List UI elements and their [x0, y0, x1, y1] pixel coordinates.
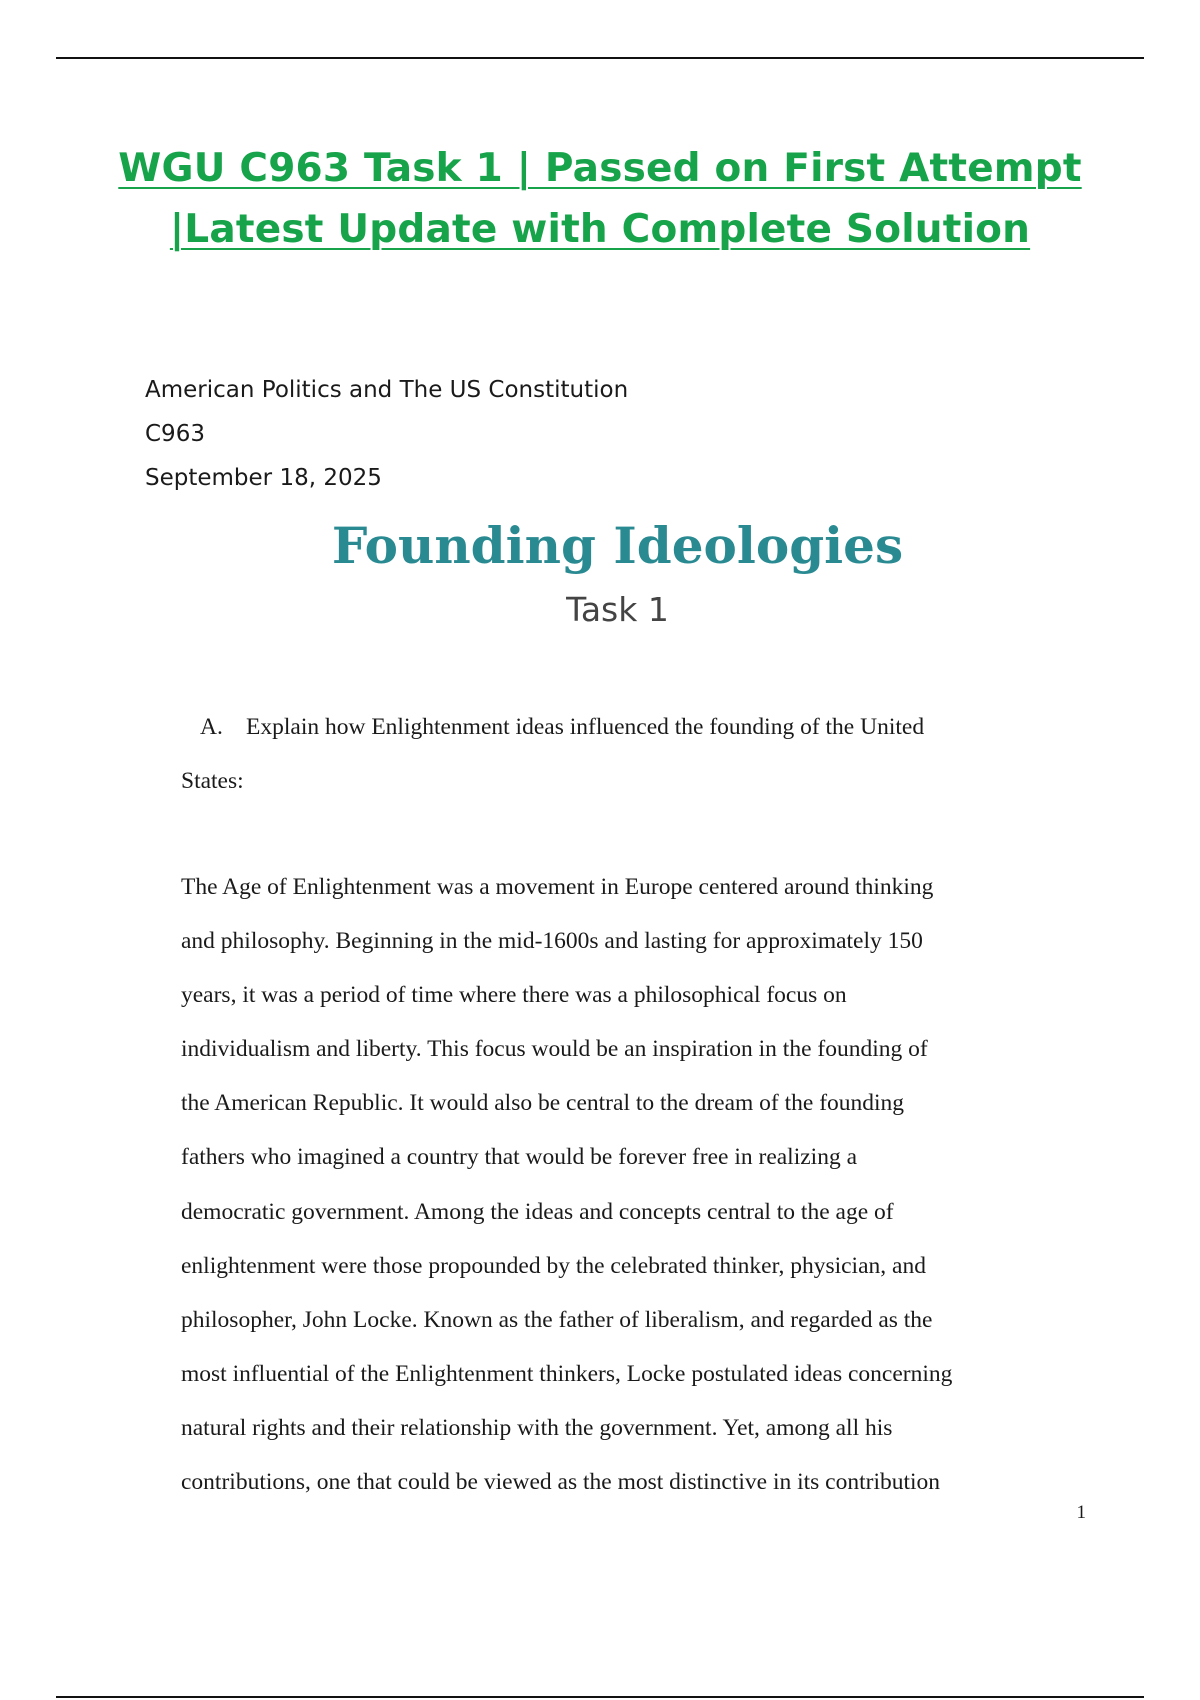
document-date: September 18, 2025: [145, 465, 382, 491]
section-subtitle: Task 1: [566, 590, 669, 629]
body-line: and philosophy. Beginning in the mid-1600s and lasting for approximately 150: [181, 928, 923, 955]
question-marker: A.: [200, 714, 223, 740]
body-line: The Age of Enlightenment was a movement in Europe centered around thinking: [181, 874, 934, 900]
body-line: individualism and liberty. This focus would be an inspiration in the founding of: [181, 1036, 928, 1063]
document-title: [100, 138, 1100, 260]
body-line: most influential of the Enlightenment thinkers, Locke postulated ideas concerning: [181, 1360, 953, 1387]
course-code: C963: [145, 421, 205, 447]
question-a: [181, 700, 1081, 808]
top-rule: [56, 57, 1144, 59]
section-heading: Founding Ideologies: [331, 516, 904, 575]
page-number: 1: [1076, 1502, 1086, 1523]
body-line: enlightenment were those propounded by the celebrated thinker, physician, and: [181, 1252, 926, 1279]
course-name: American Politics and The US Constitution: [145, 377, 629, 403]
body-paragraph: [181, 860, 1081, 1509]
body-line: the American Republic. It would also be central to the dream of the founding: [181, 1090, 905, 1117]
body-line: fathers who imagined a country that would be forever free in realizing a: [181, 1144, 858, 1171]
body-line: years, it was a period of time where there was a philosophical focus on: [181, 982, 847, 1009]
title-line-1: WGU C963 Task 1 | Passed on First Attempt: [118, 146, 1082, 191]
body-line: philosopher, John Locke. Known as the father of liberalism, and regarded as the: [181, 1306, 933, 1333]
question-first-line: [181, 700, 1081, 754]
body-line: contributions, one that could be viewed as the most distinctive in its contribution: [181, 1469, 941, 1496]
body-line: natural rights and their relationship with the government. Yet, among all his: [181, 1414, 893, 1441]
question-text-2: States:: [181, 768, 244, 794]
title-line-2: |Latest Update with Complete Solution: [169, 207, 1031, 252]
body-line: democratic government. Among the ideas and concepts central to the age of: [181, 1198, 894, 1225]
bottom-rule: [56, 1696, 1144, 1698]
document-meta: [145, 368, 628, 500]
question-text-1: Explain how Enlightenment ideas influenced the founding of the United: [246, 714, 925, 740]
title-link[interactable]: [100, 138, 1100, 260]
